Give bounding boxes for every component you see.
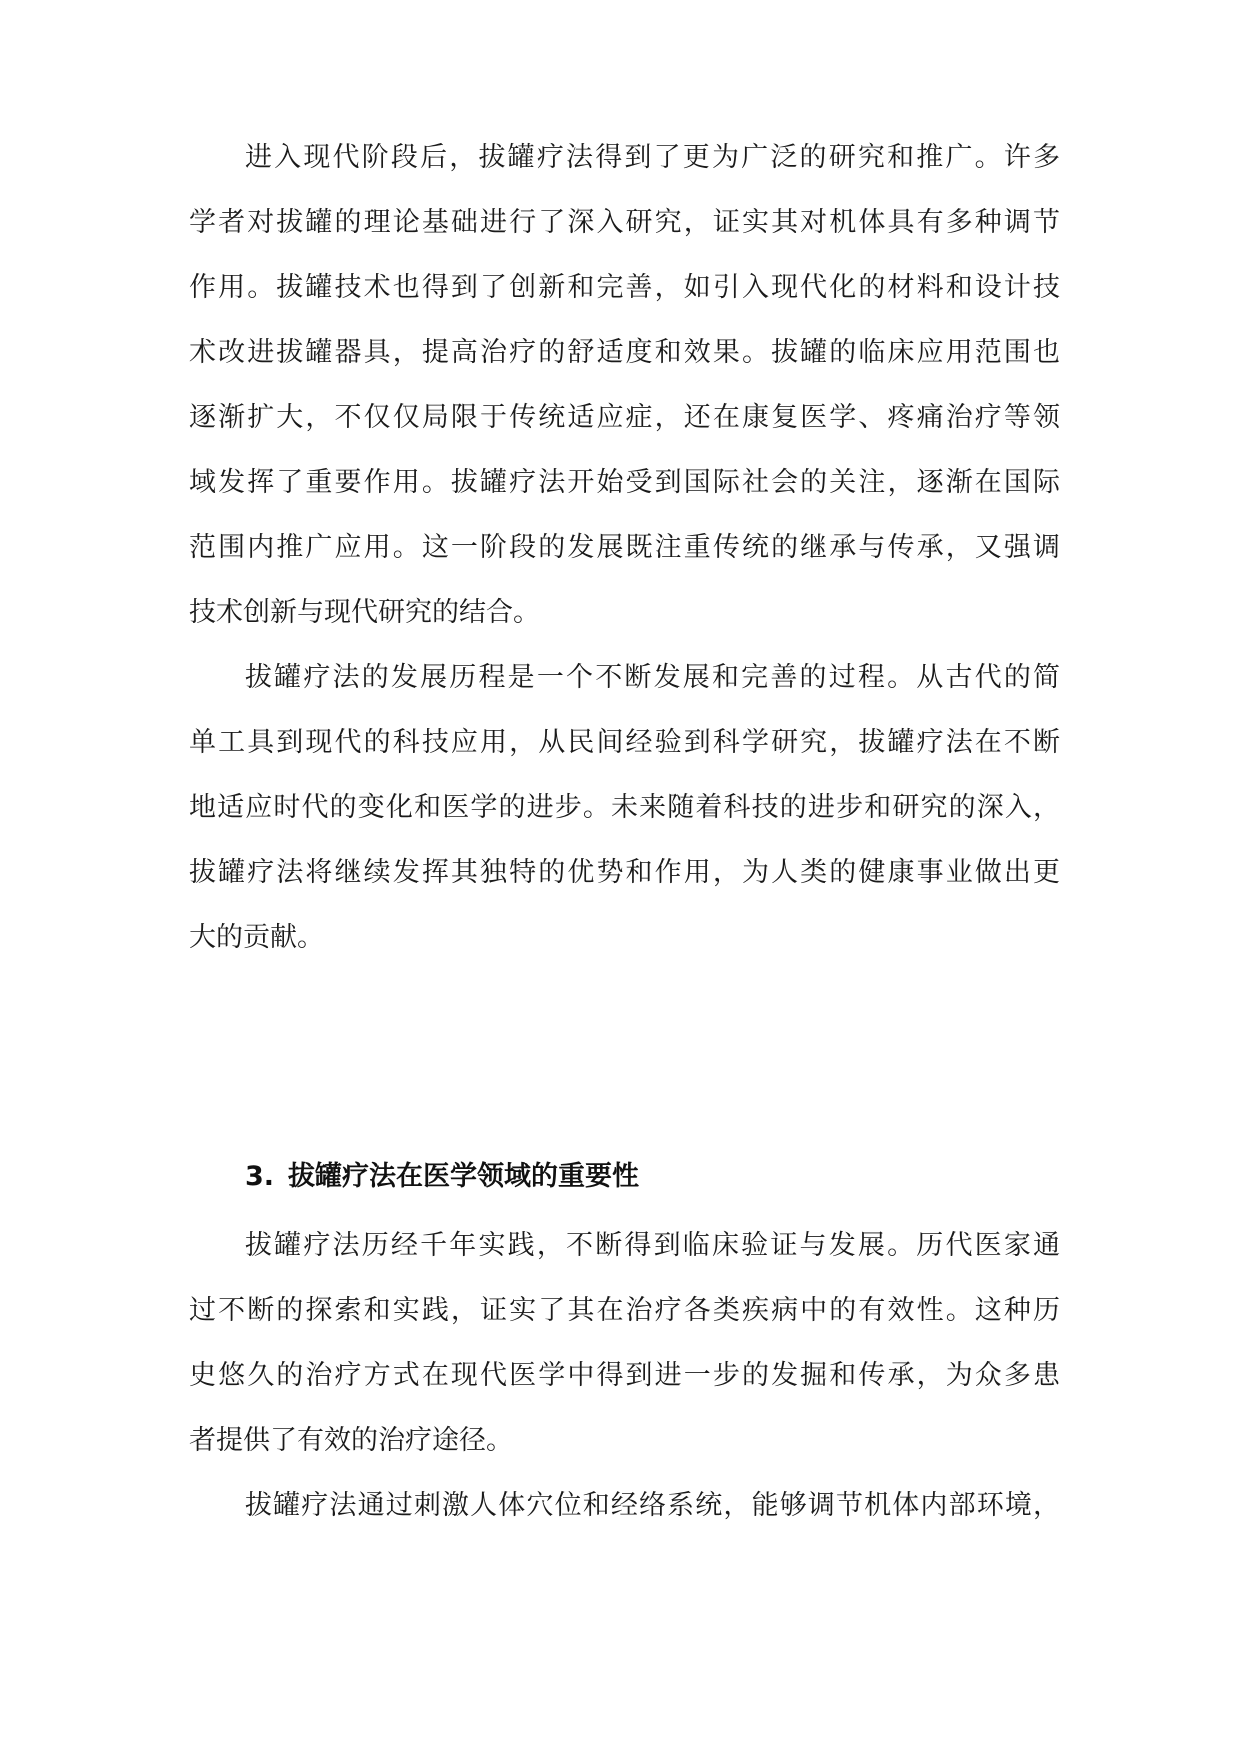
section-heading-title: 拔罐疗法在医学领域的重要性 — [288, 1161, 640, 1192]
paragraph-2-line-4: 拔罐疗法将继续发挥其独特的优势和作用，为人类的健康事业做出更 — [189, 857, 1060, 888]
paragraph-1-line-5: 逐渐扩大，不仅仅局限于传统适应症，还在康复医学、疼痛治疗等领 — [189, 402, 1060, 433]
paragraph-2-line-2: 单工具到现代的科技应用，从民间经验到科学研究，拔罐疗法在不断 — [189, 727, 1060, 758]
paragraph-1-line-4: 术改进拔罐器具，提高治疗的舒适度和效果。拔罐的临床应用范围也 — [189, 337, 1060, 368]
section-heading — [245, 1160, 639, 1194]
paragraph-3-line-4: 者提供了有效的治疗途径。 — [189, 1425, 513, 1456]
paragraph-4-line-1: 拔罐疗法通过刺激人体穴位和经络系统，能够调节机体内部环境， — [245, 1490, 1060, 1521]
paragraph-1-line-1: 进入现代阶段后，拔罐疗法得到了更为广泛的研究和推广。许多 — [245, 142, 1060, 173]
paragraph-2-line-1: 拔罐疗法的发展历程是一个不断发展和完善的过程。从古代的简 — [245, 662, 1060, 693]
paragraph-2-line-5: 大的贡献。 — [189, 922, 324, 953]
paragraph-2-line-3: 地适应时代的变化和医学的进步。未来随着科技的进步和研究的深入， — [189, 792, 1060, 823]
paragraph-1-line-8: 技术创新与现代研究的结合。 — [189, 597, 540, 628]
paragraph-3-line-2: 过不断的探索和实践，证实了其在治疗各类疾病中的有效性。这种历 — [189, 1295, 1060, 1326]
paragraph-1-line-3: 作用。拔罐技术也得到了创新和完善，如引入现代化的材料和设计技 — [189, 272, 1060, 303]
section-heading-number: 3. — [245, 1161, 275, 1192]
paragraph-1-line-7: 范围内推广应用。这一阶段的发展既注重传统的继承与传承，又强调 — [189, 532, 1060, 563]
paragraph-1-line-2: 学者对拔罐的理论基础进行了深入研究，证实其对机体具有多种调节 — [189, 207, 1060, 238]
paragraph-3-line-3: 史悠久的治疗方式在现代医学中得到进一步的发掘和传承，为众多患 — [189, 1360, 1060, 1391]
paragraph-1-line-6: 域发挥了重要作用。拔罐疗法开始受到国际社会的关注，逐渐在国际 — [189, 467, 1060, 498]
paragraph-3-line-1: 拔罐疗法历经千年实践，不断得到临床验证与发展。历代医家通 — [245, 1230, 1060, 1261]
